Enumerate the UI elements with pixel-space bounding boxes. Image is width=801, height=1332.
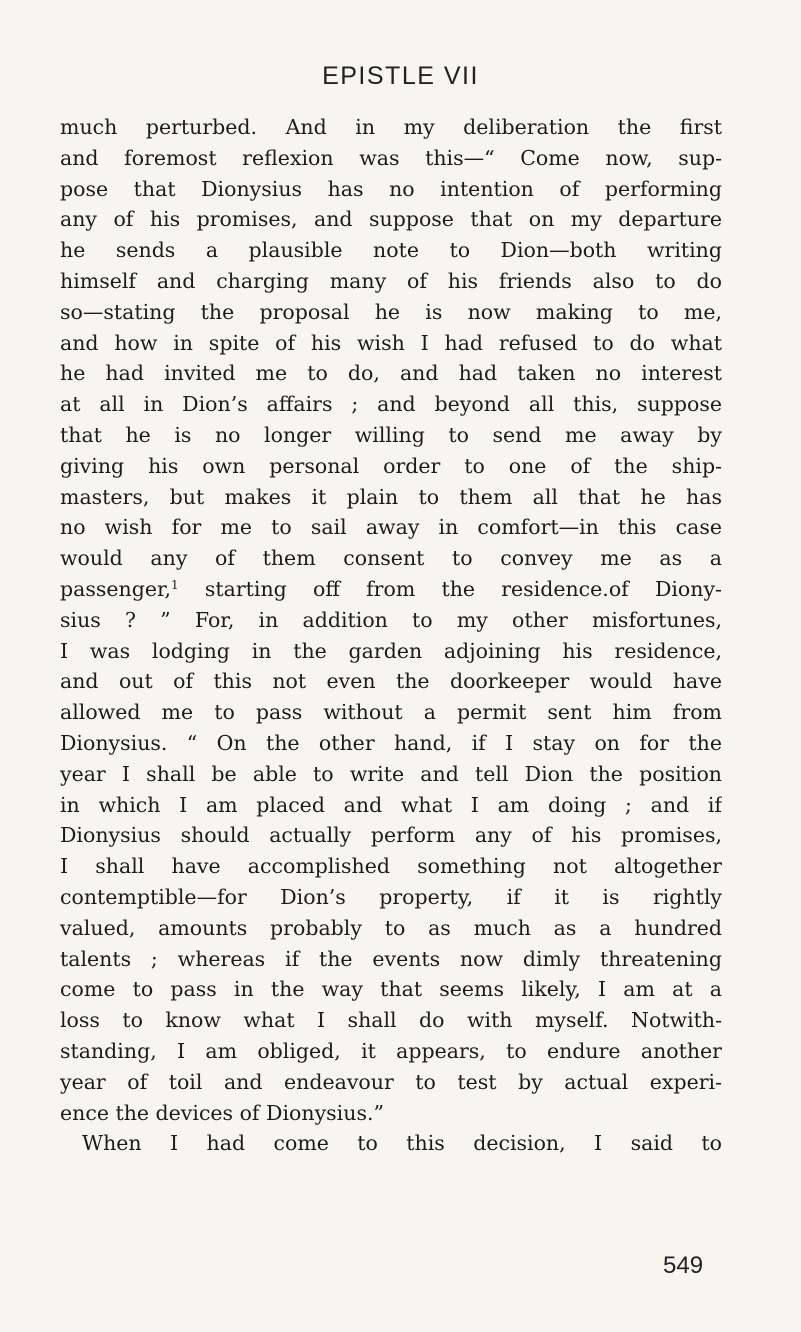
text-line: and out of this not even the doorkeeper would have [60,669,722,694]
text-line-with-footnote [60,574,722,605]
text-line: When I had come to this decision, I said to [82,1131,722,1156]
text-line: so—stating the proposal he is now making to me, [60,299,722,324]
text-line: come to pass in the way that seems likely, I am at a [60,977,722,1002]
text-line: any of his promises, and suppose that on my departure [60,207,722,232]
text-line: much perturbed. And in my deliberation the first [60,115,722,139]
text-line: pose that Dionysius has no intention of performing [60,176,722,201]
text-line: sius ? ” For, in addition to my other misfortunes, [60,607,722,632]
text-line: Dionysius should actually perform any of his promises, [60,823,722,848]
running-head: EPISTLE VII [322,62,479,90]
text-line: in which I am placed and what I am doing ; and if [60,792,722,817]
text-line: loss to know what I shall do with myself. Notwith- [60,1008,722,1033]
text-line: I shall have accomplished something not altogether [60,854,722,879]
text-line-end: starting off from the residence.of Diony- [204,576,722,601]
text-line: Dionysius. “ On the other hand, if I stay on for the [60,730,722,755]
text-line: would any of them consent to convey me as a [60,546,722,571]
text-line: I was lodging in the garden adjoining his residence, [60,638,722,663]
body-text [60,112,722,1159]
text-line: and how in spite of his wish I had refused to do what [60,330,722,355]
footnote-marker: 1 [171,577,179,592]
text-line: giving his own personal order to one of the ship- [60,453,722,478]
page-number: 549 [663,1252,704,1279]
text-line-start: passenger, [60,576,172,601]
text-line: valued, amounts probably to as much as a hundred [60,915,722,940]
text-line: no wish for me to sail away in comfort—in this case [60,515,722,540]
text-line: he had invited me to do, and had taken no interest [60,361,722,386]
text-line: contemptible—for Dion’s property, if it is rightly [60,884,722,909]
text-line: and foremost reflexion was this—“ Come now, sup- [60,145,722,170]
text-line: he sends a plausible note to Dion—both writing [60,238,722,263]
text-line: allowed me to pass without a permit sent him from [60,700,722,725]
text-line: that he is no longer willing to send me away by [60,422,722,447]
text-line: year I shall be able to write and tell Dion the position [60,761,722,786]
text-line: himself and charging many of his friends also to do [60,268,722,293]
text-line: year of toil and endeavour to test by actual experi- [60,1069,722,1094]
text-line: ence the devices of Dionysius.” [60,1100,384,1125]
text-line: at all in Dion’s affairs ; and beyond all this, suppose [60,392,722,417]
text-line: talents ; whereas if the events now dimly threatening [60,946,722,971]
text-line: masters, but makes it plain to them all that he has [60,484,722,509]
text-line: standing, I am obliged, it appears, to endure another [60,1038,722,1063]
